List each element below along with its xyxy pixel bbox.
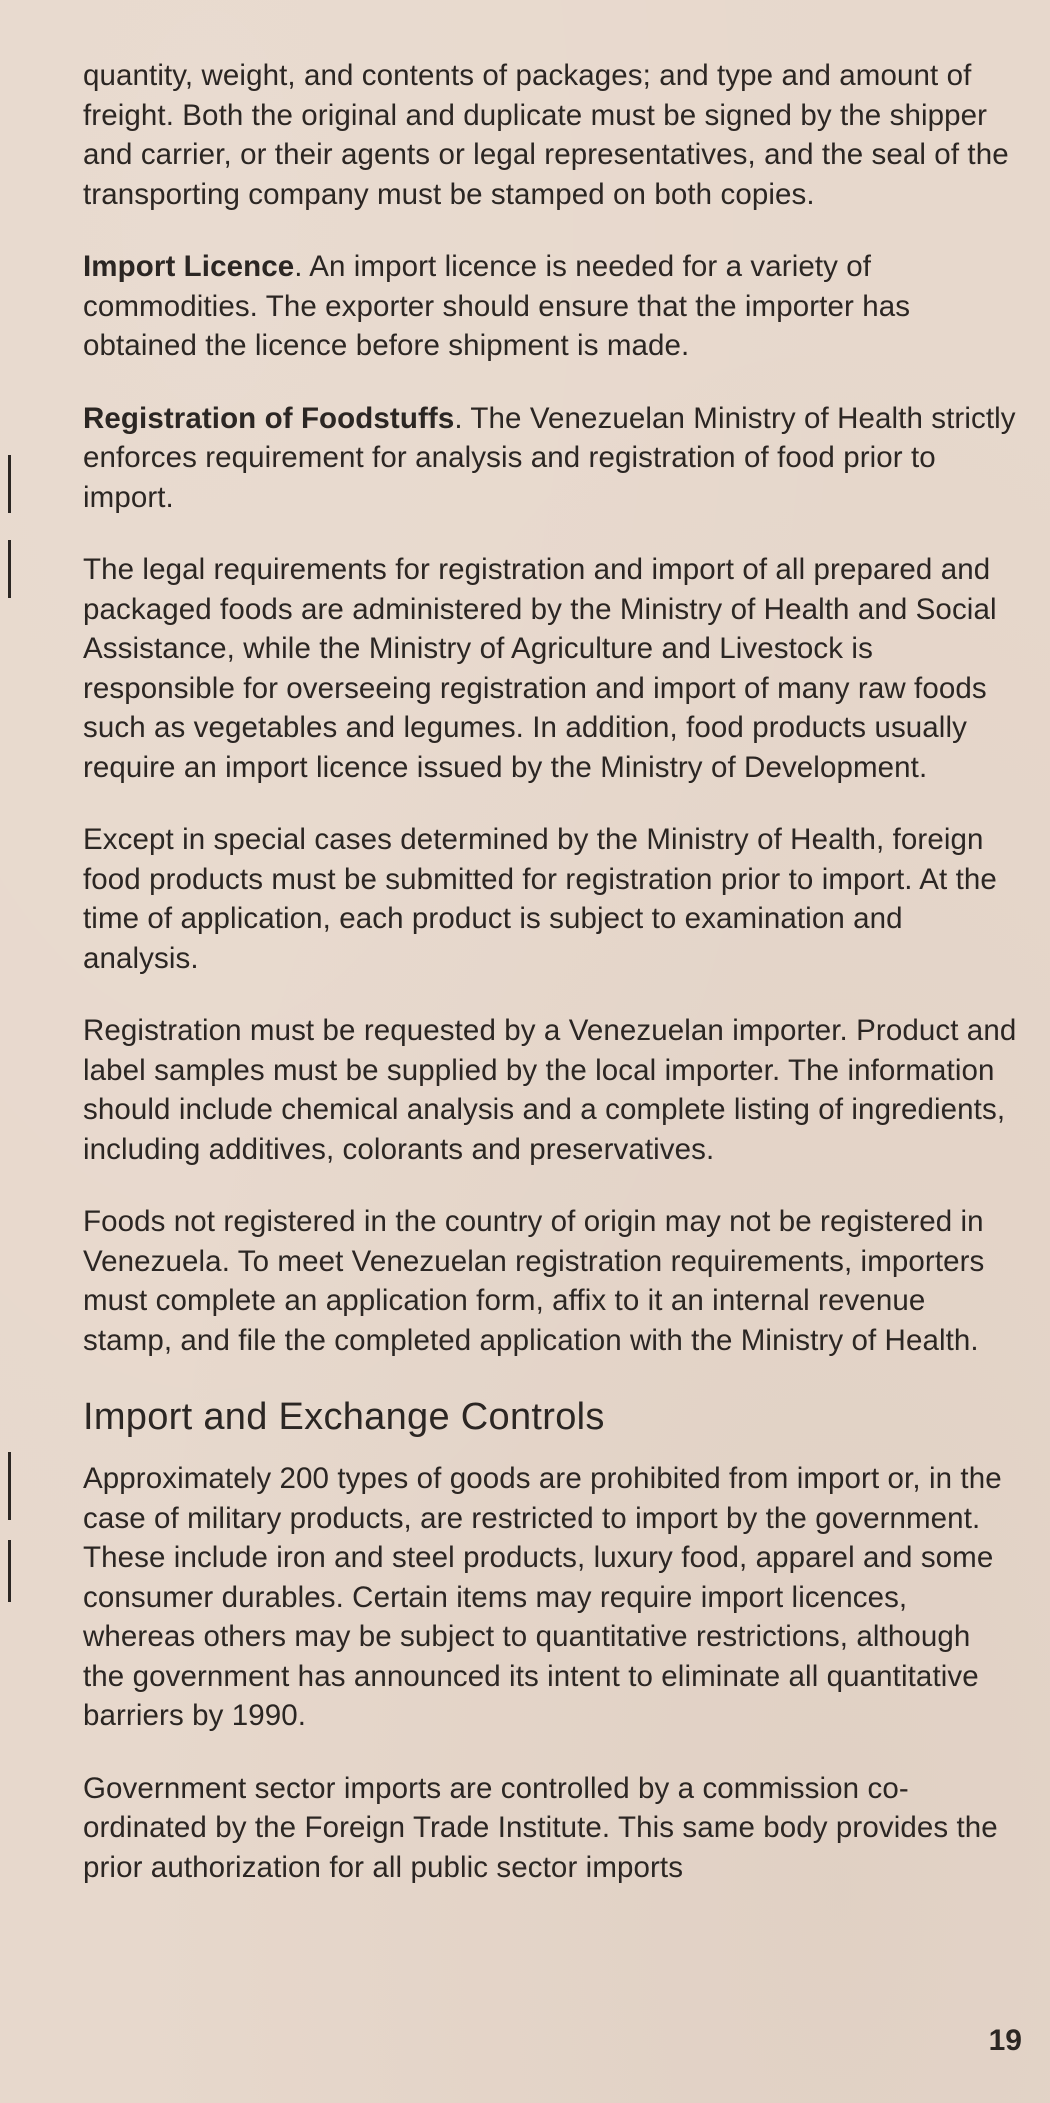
- paragraph-text: Foods not registered in the country of origin may not be registered in Venezuela. To meet Venezuelan registration requirements, importers must complete an application form, affix to it an internal revenue stamp, and file the completed application with the Ministry of Health.: [83, 1205, 985, 1357]
- body-paragraph: [83, 1011, 1018, 1169]
- paragraph-text: . The Venezuelan Ministry of Health strictly enforces requirement for analysis and registration of food prior to import.: [83, 401, 1016, 514]
- margin-mark: [8, 540, 11, 598]
- body-paragraph: [83, 1202, 1018, 1360]
- page-body: [83, 56, 1018, 1920]
- body-paragraph: [83, 820, 1018, 978]
- paragraph-text: . An import licence is needed for a variety of commodities. The exporter should ensure that the importer has obtained the licence before shipment is made.: [83, 250, 911, 362]
- body-paragraph: [83, 399, 1018, 518]
- paragraph-text: The legal requirements for registration and import of all prepared and packaged foods are administered by the Ministry of Health and Social Assistance, while the Ministry of Agriculture and Livestock is responsible for overseeing registration and import of many raw foods such as vegetables and legumes. In addition, food products usually require an import licence issued by the Ministry of Development.: [83, 553, 997, 784]
- margin-mark: [8, 455, 11, 513]
- body-paragraph: [83, 1459, 1018, 1736]
- paragraph-lead: Registration of Foodstuffs: [83, 401, 455, 435]
- body-paragraph: [83, 56, 1018, 214]
- paragraph-text: Approximately 200 types of goods are prohibited from import or, in the case of military products, are restricted to import by the government. These include iron and steel products, luxury food, apparel and some consumer durables. Certain items may require import licences, whereas others may be subject to quantitative restrictions, although the government has announced its intent to eliminate all quantitative barriers by 1990.: [83, 1462, 1002, 1732]
- section-heading: Import and Exchange Controls: [83, 1396, 605, 1438]
- margin-mark: [8, 1540, 11, 1602]
- body-paragraph: [83, 1769, 1018, 1888]
- page-number: 19: [988, 2024, 1022, 2057]
- body-paragraph: [83, 247, 1018, 366]
- body-paragraph: [83, 550, 1018, 787]
- paragraph-text: Registration must be requested by a Venezuelan importer. Product and label samples must be supplied by the local importer. The information should include chemical analysis and a complete listing of ingredients, including additives, colorants and preservatives.: [83, 1014, 1017, 1166]
- paragraph-lead: Import Licence: [83, 250, 295, 283]
- paragraph-text: Except in special cases determined by the Ministry of Health, foreign food products must be submitted for registration prior to import. At the time of application, each product is subject to examination and analysis.: [83, 823, 997, 975]
- margin-mark: [8, 1452, 11, 1520]
- paragraph-text: Government sector imports are controlled by a commission co-ordinated by the Foreign Trade Institute. This same body provides the prior authorization for all public sector imports: [83, 1771, 998, 1884]
- paragraph-text: quantity, weight, and contents of packages; and type and amount of freight. Both the original and duplicate must be signed by the shipper and carrier, or their agents or legal representatives, and the seal of the transporting company must be stamped on both copies.: [83, 59, 1009, 211]
